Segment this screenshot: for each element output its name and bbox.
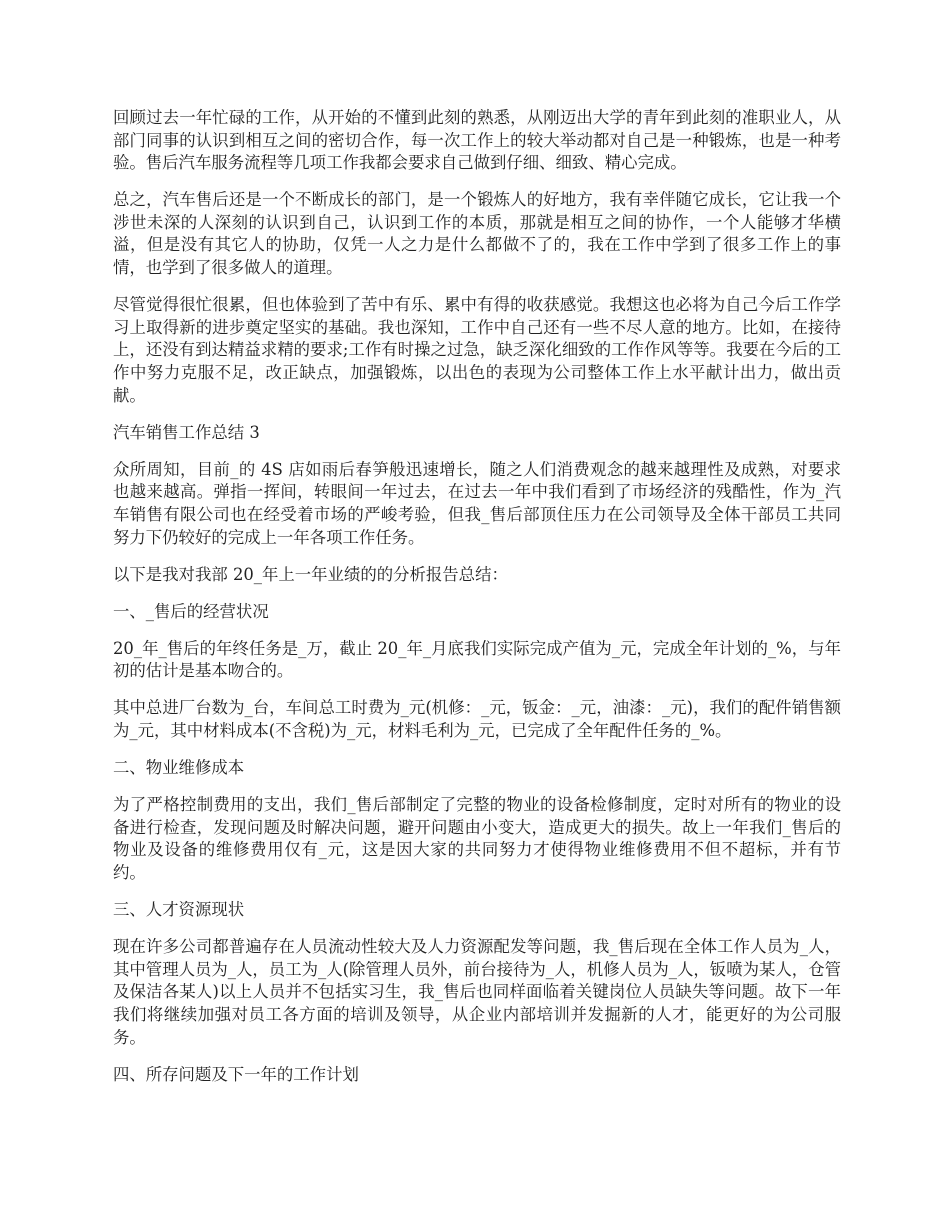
paragraph-experience: 尽管觉得很忙很累，但也体验到了苦中有乐、累中有得的收获感觉。我想这也必将为自己今后工作学习上取得新的进步奠定坚实的基础。我也深知，工作中自己还有一些不尽人意的地方。比如，在接待上，还没有到达精益求精的要求;工作有时操之过急，缺乏深化细致的工作作风等等。我要在今后的工作中努力克服不足，改正缺点，加强锻炼，以出色的表现为公司整体工作上水平献计出力，做出贡献。 [113,295,841,405]
paragraph-market: 众所周知，目前_的 4S 店如雨后春笋般迅速增长，随之人们消费观念的越来越理性及成熟，对要求也越来越高。弹指一挥间，转眼间一年过去，在过去一年中我们看到了市场经济的残酷性，作为_汽车销售有限公司也在经受着市场的严峻考验，但我_售后部顶住压力在公司领导及全体干部员工共同努力下仍较好的完成上一年各项工作任务。 [113,459,841,547]
heading-operations: 一、_售后的经营状况 [113,601,269,621]
heading-issues-plan: 四、所存问题及下一年的工作计划 [113,1064,359,1084]
document-body [113,107,841,1101]
paragraph-review: 回顾过去一年忙碌的工作，从开始的不懂到此刻的熟悉，从刚迈出大学的青年到此刻的准职业人，从部门同事的认识到相互之间的密切合作，每一次工作上的较大举动都对自己是一种锻炼，也是一种考验。售后汽车服务流程等几项工作我都会要求自己做到仔细、细致、精心完成。 [113,108,841,173]
paragraph-revenue-breakdown: 其中总进厂台数为_台，车间总工时费为_元(机修：_元，钣金：_元，油漆：_元)，我们的配件销售额为_元，其中材料成本(不含税)为_元，材料毛利为_元，已完成了全年配件任务的_%。 [113,698,841,741]
paragraph-report-intro: 以下是我对我部 20_年上一年业绩的的分析报告总结： [113,564,508,584]
heading-human-resources: 三、人才资源现状 [113,900,245,920]
paragraph-maintenance: 为了严格控制费用的支出，我们_售后部制定了完整的物业的设备检修制度，定时对所有的物业的设备进行检查，发现问题及时解决问题，避开问题由小变大，造成更大的损失。故上一年我们_售后的物业及设备的维修费用仅有_元，这是因大家的共同努力才使得物业维修费用不但不超标，并有节约。 [113,795,841,883]
paragraph-annual-task: 20_年_售后的年终任务是_万，截止 20_年_月底我们实际完成产值为_元，完成全年计划的_%，与年初的估计是基本吻合的。 [113,638,841,681]
paragraph-conclusion: 总之，汽车售后还是一个不断成长的部门，是一个锻炼人的好地方，我有幸伴随它成长，它让我一个涉世未深的人深刻的认识到自己，认识到工作的本质，那就是相互之间的协作，一个人能够才华横溢，但是没有其它人的协助，仅凭一人之力是什么都做不了的，我在工作中学到了很多工作上的事情，也学到了很多做人的道理。 [113,190,841,278]
section-title-summary-3: 汽车销售工作总结 3 [113,422,260,442]
paragraph-staffing: 现在许多公司都普遍存在人员流动性较大及人力资源配发等问题，我_售后现在全体工作人员为_人，其中管理人员为_人，员工为_人(除管理人员外，前台接待为_人，机修人员为_人，钣喷为某人，仓管及保洁各某人)以上人员并不包括实习生，我_售后也同样面临着关键岗位人员缺失等问题。故下一年我们将继续加强对员工各方面的培训及领导，从企业内部培训并发掘新的人才，能更好的为公司服务。 [113,937,841,1047]
heading-maintenance-cost: 二、物业维修成本 [113,758,245,778]
